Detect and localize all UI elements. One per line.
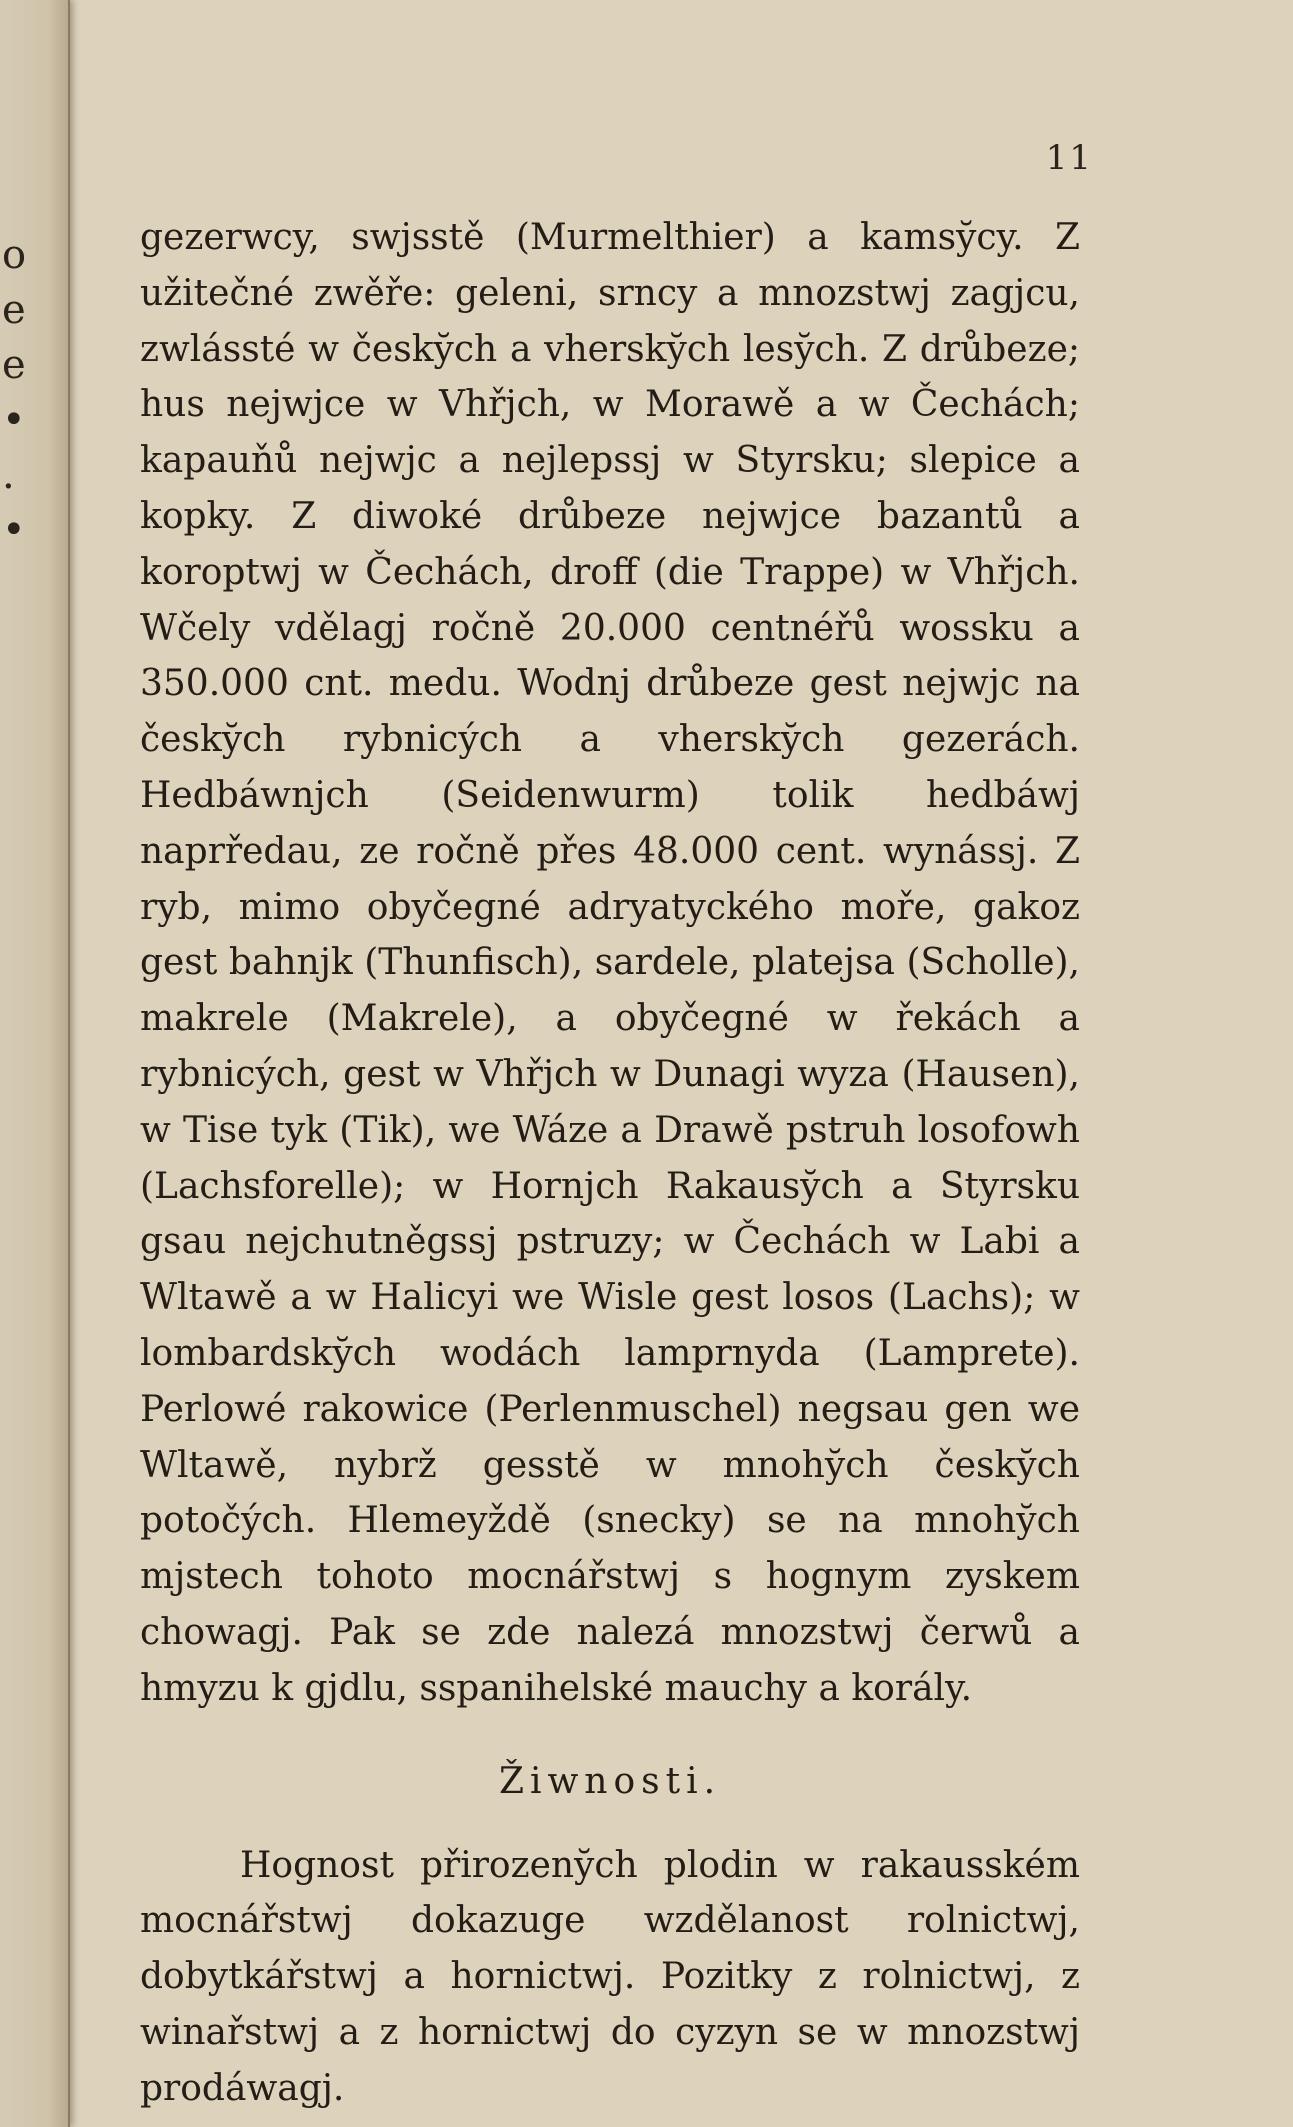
previous-page-edge bbox=[0, 0, 70, 2127]
gutter-fragment: • bbox=[2, 397, 26, 443]
body-paragraph: Hognost přirozeny̆ch plodin w rakausském mocnářstwj dokazuge wzdělanost rolnictwj, dobytkářstwj a hornictwj. Pozitky z rolnictwj, z winařstwj a z hornictwj do cyzyn se w mnozstwj prodáwagj. bbox=[140, 1844, 1080, 2109]
gutter-text-fragments bbox=[0, 228, 60, 558]
page-number: 11 bbox=[1045, 138, 1093, 178]
gutter-fragment: • bbox=[2, 507, 26, 553]
gutter-fragment: . bbox=[2, 452, 15, 498]
section-heading: Žiwnosti. bbox=[498, 1760, 722, 1802]
body-paragraph: gezerwcy, swjsstě (Murmelthier) a kamsy̆cy. Z užitečné zwěře: geleni, srncy a mnozstwj zagjcu, zwlássté w česky̆ch a vhersky̆ch lesy̆ch. Z drůbeze; hus nejwjce w Vhřjch, w Morawě a w Čechách; kapauňů nejwjc a nejlepssj w Styrsku; slepice a kopky. Z diwoké drůbeze nejwjce bazantů a koroptwj w Čechách, droff (die Trappe) w Vhřjch. Wčely vdělagj ročně 20.000 centnéřů wossku a 350.000 cnt. medu. Wodnj drůbeze gest nejwjc na česky̆ch rybnicých a vhersky̆ch gezerách. Hedbáwnjch (Seidenwurm) tolik hedbáwj naprředau, ze ročně přes 48.000 cent. wynássj. Z ryb, mimo obyčegné adryatyckého moře, gakoz gest bahnjk (Thunfisch), sardele, platejsa (Scholle), makrele (Makrele), a obyčegné w řekách a rybnicých, gest w Vhřjch w Dunagi wyza (Hausen), w Tise tyk (Tik), we Wáze a Drawě pstruh losofowh (Lachsforelle); w Hornjch Rakausy̆ch a Styrsku gsau nejchutněgssj pstruzy; w Čechách w Labi a Wltawě a w Halicyi we Wisle gest losos (Lachs); w lombardsky̆ch wodách lamprnyda (Lamprete). Perlowé rakowice (Perlenmuschel) negsau gen we Wltawě, nybrž gesstě w mnohy̆ch česky̆ch potočých. Hlemeyždě (snecky) se na mnohy̆ch mjstech tohoto mocnářstwj s hognym zyskem chowagj. Pak se zde nalezá mnozstwj čerwů a hmyzu k gjdlu, sspanihelské mauchy a korály. bbox=[140, 217, 1080, 1709]
gutter-fragment: e bbox=[2, 287, 26, 333]
page-body bbox=[140, 210, 1080, 2117]
gutter-fragment: e bbox=[2, 342, 26, 388]
gutter-fragment: o bbox=[2, 232, 27, 278]
